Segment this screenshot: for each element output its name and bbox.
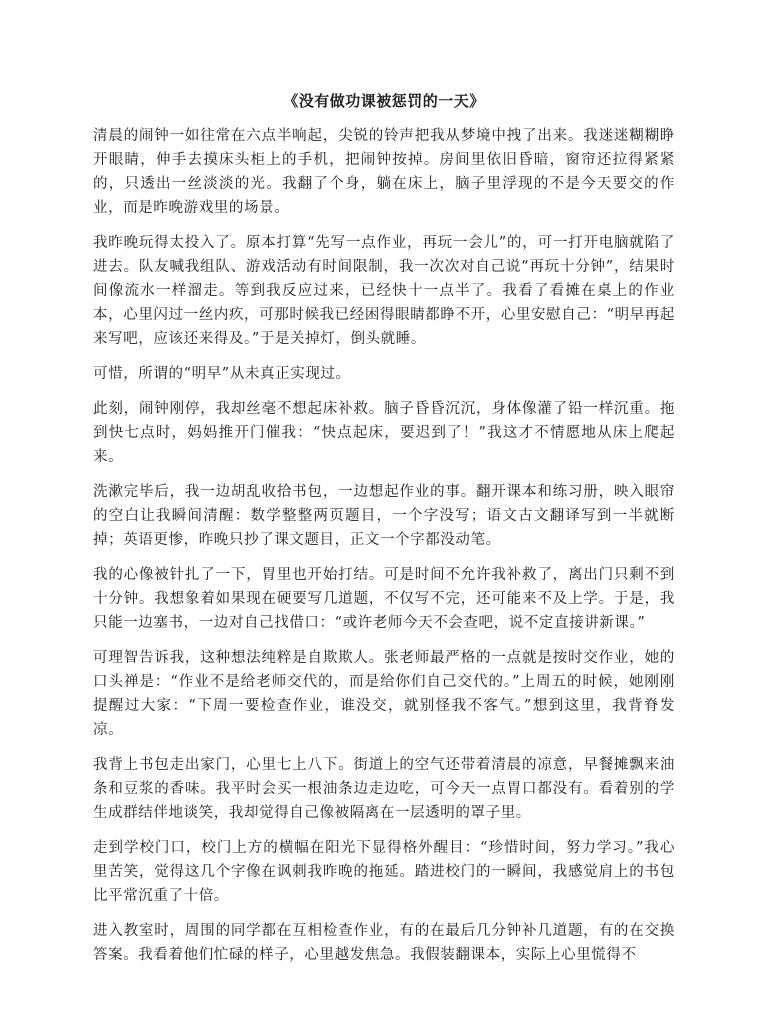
paragraph-4: 此刻，闹钟刚停，我却丝毫不想起床补救。脑子昏昏沉沉，身体像灌了铅一样沉重。拖到快七点时，妈妈推开门催我：“快点起床，要迟到了！”我这才不情愿地从床上爬起来。 — [93, 401, 675, 465]
paragraph-3: 可惜，所谓的“明早”从未真正实现过。 — [93, 366, 351, 382]
paragraph-8: 我背上书包走出家门，心里七上八下。街道上的空气还带着清晨的凉意，早餐摊飘来油条和豆浆的香味。我平时会买一根油条边走边吃，可今天一点胃口都没有。看着别的学生成群结伴地谈笑，我却觉得自己像被隔离在一层透明的罩子里。 — [93, 757, 675, 821]
paragraph-6: 我的心像被针扎了一下，胃里也开始打结。可是时间不允许我补救了，离出门只剩不到十分钟。我想象着如果现在硬要写几道题，不仅写不完，还可能来不及上学。于是，我只能一边塞书，一边对自己找借口：“或许老师今天不会查吧，说不定直接讲新课。” — [93, 567, 675, 631]
paragraph-9: 走到学校门口，校门上方的横幅在阳光下显得格外醒目：“珍惜时间，努力学习。”我心里苦笑，觉得这几个字像在讽刺我昨晚的拖延。踏进校门的一瞬间，我感觉肩上的书包比平常沉重了十倍。 — [93, 840, 675, 904]
paragraph-7: 可理智告诉我，这种想法纯粹是自欺欺人。张老师最严格的一点就是按时交作业，她的口头禅是：“作业不是给老师交代的，而是给你们自己交代的。”上周五的时候，她刚刚提醒过大家：“下周一要检查作业，谁没交，就别怪我不客气。”想到这里，我背脊发凉。 — [93, 650, 675, 738]
paragraph-1: 清晨的闹钟一如往常在六点半响起，尖锐的铃声把我从梦境中拽了出来。我迷迷糊糊睁开眼睛，伸手去摸床头柜上的手机，把闹钟按掉。房间里依旧昏暗，窗帘还拉得紧紧的，只透出一丝淡淡的光。我翻了个身，躺在床上，脑子里浮现的不是今天要交的作业，而是昨晚游戏里的场景。 — [93, 128, 675, 216]
paragraph-10: 进入教室时，周围的同学都在互相检查作业，有的在最后几分钟补几道题，有的在交换答案。我看着他们忙碌的样子，心里越发焦急。我假装翻课本，实际上心里慌得不 — [93, 923, 675, 963]
paragraph-5: 洗漱完毕后，我一边胡乱收拾书包，一边想起作业的事。翻开课本和练习册，映入眼帘的空白让我瞬间清醒：数学整整两页题目，一个字没写；语文古文翻译写到一半就断掉；英语更惨，昨晚只抄了课文题目，正文一个字都没动笔。 — [93, 484, 675, 548]
document-title: 《没有做功课被惩罚的一天》 — [283, 92, 485, 110]
paragraph-2: 我昨晚玩得太投入了。原本打算“先写一点作业，再玩一会儿”的，可一打开电脑就陷了进去。队友喊我组队、游戏活动有时间限制，我一次次对自己说“再玩十分钟”，结果时间像流水一样溜走。等到我反应过来，已经快十一点半了。我看了看摊在桌上的作业本，心里闪过一丝内疚，可那时候我已经困得眼睛都睁不开，心里安慰自己：“明早再起来写吧，应该还来得及。”于是关掉灯，倒头就睡。 — [93, 235, 675, 347]
